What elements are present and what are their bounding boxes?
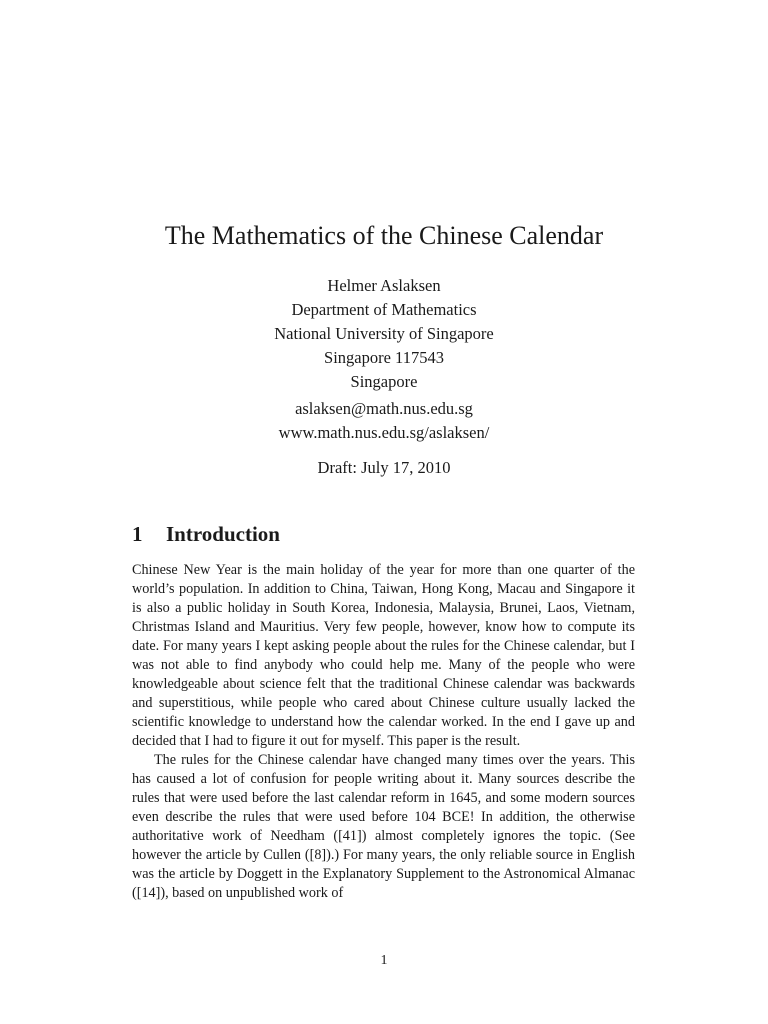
author-university: National University of Singapore	[274, 324, 494, 343]
author-postal: Singapore 117543	[324, 348, 444, 367]
author-name: Helmer Aslaksen	[327, 276, 441, 295]
section-body	[132, 561, 635, 903]
section-heading	[132, 519, 280, 549]
page-number: 1	[380, 953, 388, 968]
section-title: Introduction	[166, 522, 280, 546]
section-number: 1	[132, 522, 143, 546]
paper-title: The Mathematics of the Chinese Calendar	[164, 221, 604, 250]
author-country: Singapore	[350, 372, 418, 391]
author-department: Department of Mathematics	[291, 300, 477, 319]
paragraph: The rules for the Chinese calendar have changed many times over the years. This has caused a lot of confusion for people writing about it. Many sources describe the rules that were used before the last calendar reform in 1645, and some modern sources even describe the rules that were used before 104 BCE! In addition, the otherwise authoritative work of Needham ([41]) almost completely ignores the topic. (See however the article by Cullen ([8]).) For many years, the only reliable source in English was the article by Doggett in the Explanatory Supplement to the Astronomical Almanac ([14]), based on unpublished work of	[132, 752, 635, 901]
contact-block	[0, 397, 768, 445]
paragraph: Chinese New Year is the main holiday of the year for more than one quarter of the world’s population. In addition to China, Taiwan, Hong Kong, Macau and Singapore it is also a public holiday in South Korea, Indonesia, Malaysia, Brunei, Laos, Vietnam, Christmas Island and Mauritius. Very few people, however, know how to compute its date. For many years I kept asking people about the rules for the Chinese calendar, but I was not able to find anybody who could help me. Many of the people who were knowledgeable about science felt that the traditional Chinese calendar was backwards and superstitious, while people who cared about Chinese culture usually lacked the scientific knowledge to understand how the calendar worked. In the end I gave up and decided that I had to figure it out for myself. This paper is the result.	[132, 562, 635, 749]
author-website: www.math.nus.edu.sg/aslaksen/	[278, 423, 490, 442]
draft-date: Draft: July 17, 2010	[317, 458, 451, 477]
author-block	[0, 274, 768, 394]
author-email: aslaksen@math.nus.edu.sg	[295, 399, 473, 418]
